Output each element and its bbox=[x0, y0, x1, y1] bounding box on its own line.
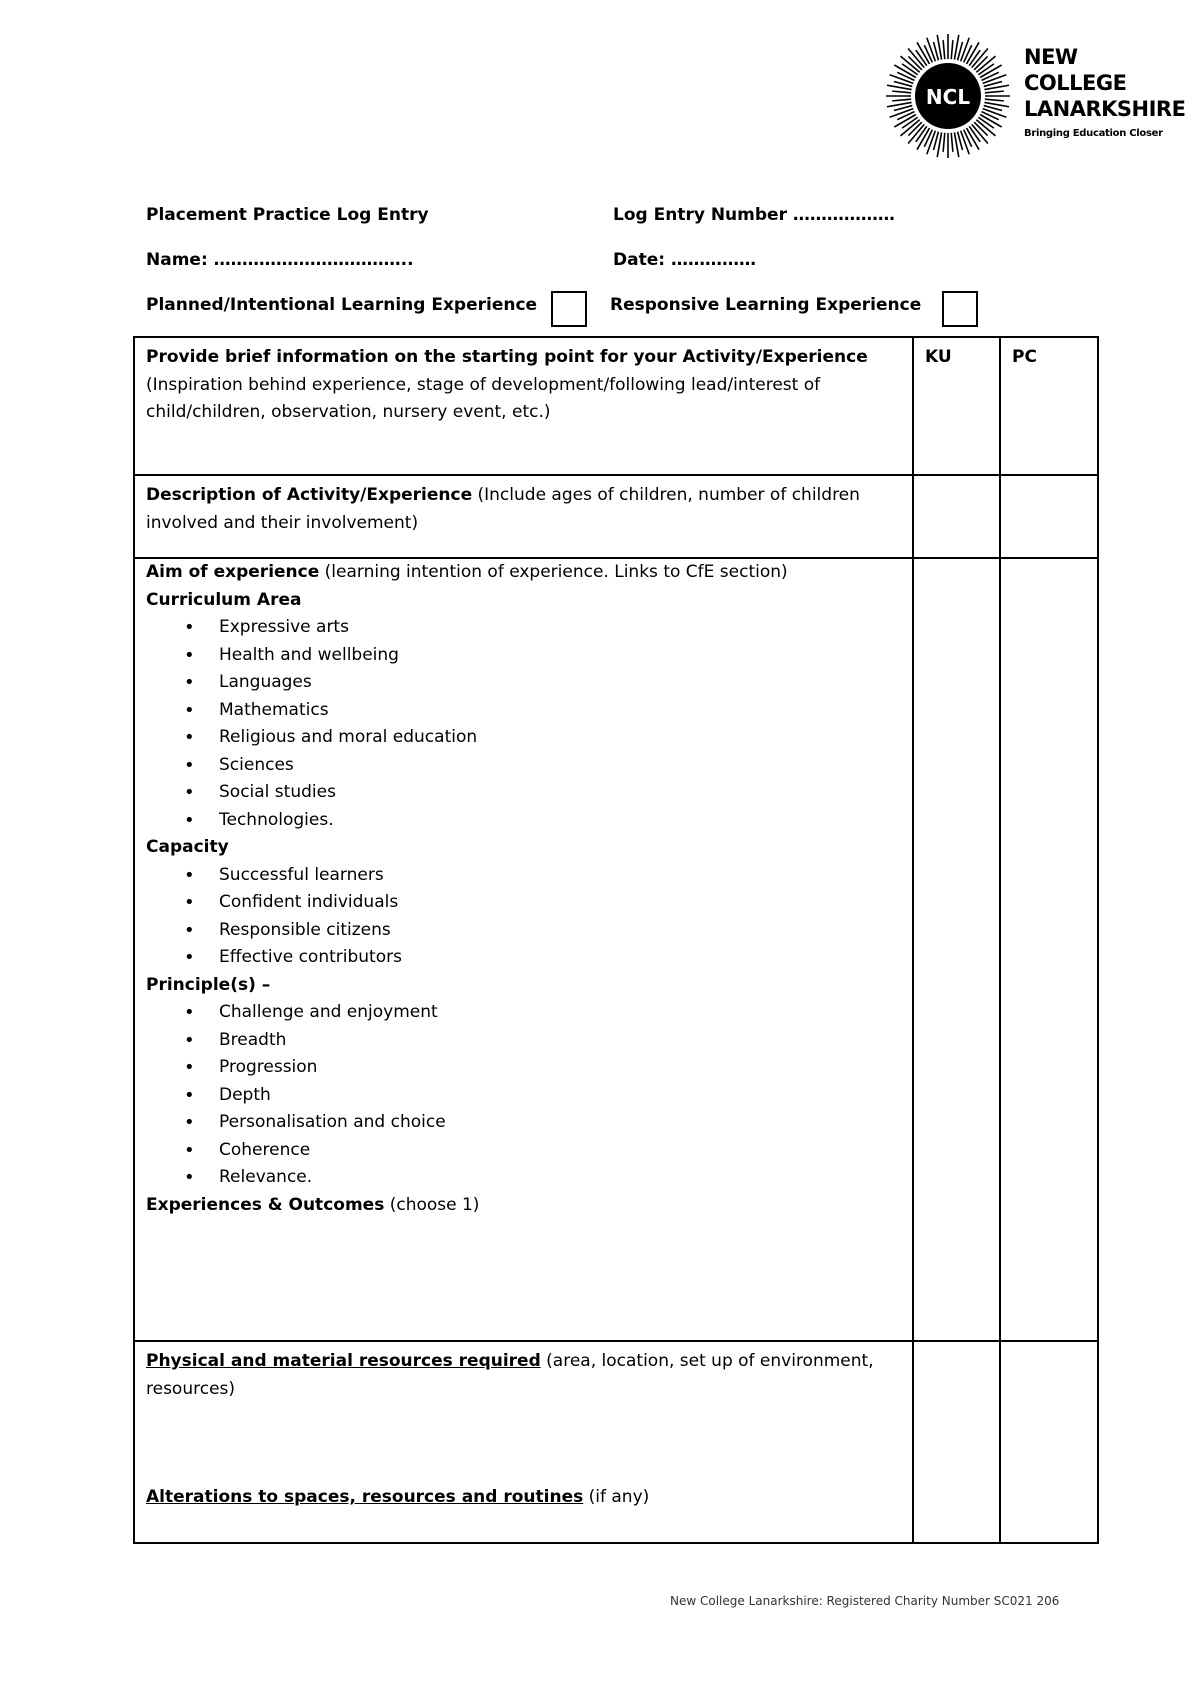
ku-header: KU bbox=[925, 347, 952, 367]
form-title: Placement Practice Log Entry bbox=[146, 205, 429, 225]
log-entry-number-field[interactable]: Log Entry Number ……………… bbox=[613, 205, 895, 225]
table-row-resources bbox=[135, 1342, 1097, 1542]
starting-point-cell[interactable] bbox=[135, 338, 912, 433]
list-item: • Effective contributors bbox=[146, 944, 901, 972]
table-row-description bbox=[135, 476, 1097, 559]
list-item: • Health and wellbeing bbox=[146, 642, 901, 670]
table-row-aim bbox=[135, 559, 1097, 1342]
list-item: • Confident individuals bbox=[146, 889, 901, 917]
list-item: • Technologies. bbox=[146, 807, 901, 835]
list-item: • Coherence bbox=[146, 1137, 901, 1165]
list-item: • Successful learners bbox=[146, 862, 901, 890]
outcomes-heading: Experiences & Outcomes bbox=[146, 1194, 385, 1215]
pc-header: PC bbox=[1012, 347, 1037, 367]
list-item: • Mathematics bbox=[146, 697, 901, 725]
logo-line-3: LANARKSHIRE bbox=[1024, 97, 1186, 121]
alterations-heading: Alterations to spaces, resources and routines bbox=[146, 1487, 584, 1507]
list-item: • Responsible citizens bbox=[146, 917, 901, 945]
logo-mark-text: NCL bbox=[925, 85, 971, 109]
logo-line-1: NEW bbox=[1024, 45, 1078, 69]
responsive-experience-checkbox[interactable] bbox=[942, 291, 978, 327]
curriculum-list bbox=[146, 614, 901, 834]
principles-heading: Principle(s) – bbox=[146, 974, 271, 995]
resources-ku-cell[interactable] bbox=[914, 1342, 999, 1542]
resources-cell[interactable] bbox=[135, 1342, 912, 1542]
principles-list bbox=[146, 999, 901, 1192]
planned-experience-label: Planned/Intentional Learning Experience bbox=[146, 295, 538, 315]
list-item: • Depth bbox=[146, 1082, 901, 1110]
table-row-starting-point bbox=[135, 338, 1097, 476]
list-item: • Sciences bbox=[146, 752, 901, 780]
list-item: • Progression bbox=[146, 1054, 901, 1082]
footer-charity-number: New College Lanarkshire: Registered Charity Number SC021 206 bbox=[670, 1594, 1060, 1608]
resources-pc-cell[interactable] bbox=[1001, 1342, 1097, 1542]
ncl-sunburst-logo-icon bbox=[884, 32, 1012, 160]
description-cell[interactable] bbox=[135, 476, 912, 543]
logo-tagline: Bringing Education Closer bbox=[1024, 128, 1163, 139]
logo-line-2: COLLEGE bbox=[1024, 71, 1127, 95]
capacity-list bbox=[146, 862, 901, 972]
aim-ku-cell[interactable] bbox=[914, 559, 999, 1340]
alterations-hint: (if any) bbox=[583, 1487, 650, 1507]
outcomes-hint: (choose 1) bbox=[384, 1194, 480, 1215]
log-entry-table bbox=[133, 336, 1099, 1544]
aim-hint: (learning intention of experience. Links to CfE section) bbox=[319, 562, 788, 582]
college-logo bbox=[884, 32, 1186, 160]
logo-wordmark bbox=[1024, 44, 1185, 139]
starting-point-hint: (Inspiration behind experience, stage of development/following lead/interest of child/children, observation, nursery event, etc.) bbox=[146, 374, 821, 422]
list-item: • Personalisation and choice bbox=[146, 1109, 901, 1137]
description-heading: Description of Activity/Experience bbox=[146, 485, 473, 505]
curriculum-heading: Curriculum Area bbox=[146, 589, 302, 610]
starting-point-heading: Provide brief information on the starting point for your Activity/Experience bbox=[146, 347, 868, 367]
description-hint: (Include ages of children, number of children involved and their involvement) bbox=[146, 485, 860, 533]
date-field[interactable]: Date: …………… bbox=[613, 250, 756, 270]
aim-cell[interactable] bbox=[135, 559, 912, 1225]
aim-pc-cell[interactable] bbox=[1001, 559, 1097, 1340]
list-item: • Relevance. bbox=[146, 1164, 901, 1192]
description-pc-cell[interactable] bbox=[1001, 476, 1097, 557]
resources-heading: Physical and material resources required bbox=[146, 1351, 541, 1371]
list-item: • Expressive arts bbox=[146, 614, 901, 642]
resources-hint: (area, location, set up of environment, resources) bbox=[146, 1351, 874, 1399]
list-item: • Challenge and enjoyment bbox=[146, 999, 901, 1027]
aim-heading: Aim of experience bbox=[146, 562, 320, 582]
list-item: • Social studies bbox=[146, 779, 901, 807]
name-field[interactable]: Name: …………………………….. bbox=[146, 250, 414, 270]
planned-experience-checkbox[interactable] bbox=[551, 291, 587, 327]
list-item: • Languages bbox=[146, 669, 901, 697]
description-ku-cell[interactable] bbox=[914, 476, 999, 557]
list-item: • Religious and moral education bbox=[146, 724, 901, 752]
list-item: • Breadth bbox=[146, 1027, 901, 1055]
responsive-experience-label: Responsive Learning Experience bbox=[610, 295, 922, 315]
capacity-heading: Capacity bbox=[146, 837, 229, 857]
